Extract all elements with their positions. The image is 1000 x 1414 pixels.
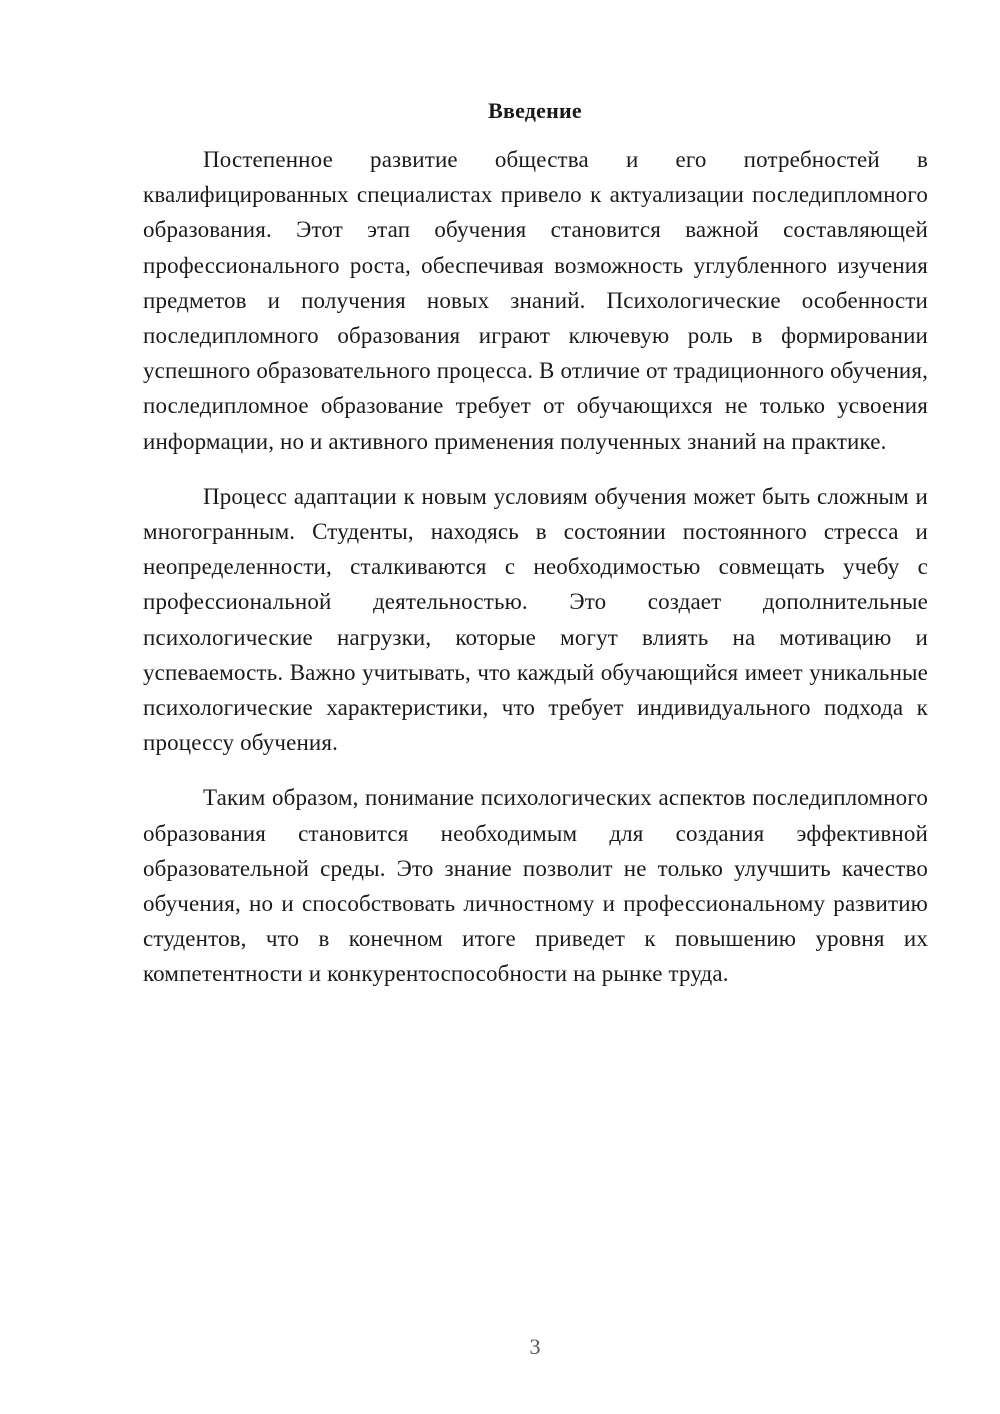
body-text <box>143 142 928 1012</box>
page-number: 3 <box>529 1334 541 1359</box>
paragraph-2: Процесс адаптации к новым условиям обучения может быть сложным и многогранным. Студенты, находясь в состоянии постоянного стресса и неопределенности, сталкиваются с необходимостью совмещать учебу с профессиональной деятельностью. Это создает дополнительные психологические нагрузки, которые могут влиять на мотивацию и успеваемость. Важно учитывать, что каждый обучающийся имеет уникальные психологические характеристики, что требует индивидуального подхода к процессу обучения. <box>143 483 928 756</box>
paragraph-3: Таким образом, понимание психологических аспектов последипломного образования становится необходимым для создания эффективной образовательной среды. Это знание позволит не только улучшить качество обучения, но и способствовать личностному и профессиональному развитию студентов, что в конечном итоге приведет к повышению уровня их компетентности и конкурентоспособности на рынке труда. <box>143 785 928 987</box>
paragraph-1: Постепенное развитие общества и его потребностей в квалифицированных специалистах привело к актуализации последипломного образования. Этот этап обучения становится важной составляющей профессионального роста, обеспечивая возможность углубленного изучения предметов и получения новых знаний. Психологические особенности последипломного образования играют ключевую роль в формировании успешного образовательного процесса. В отличие от традиционного обучения, последипломное образование требует от обучающихся не только усвоения информации, но и активного применения полученных знаний на практике. <box>143 147 928 454</box>
page-title: Введение <box>488 98 582 123</box>
